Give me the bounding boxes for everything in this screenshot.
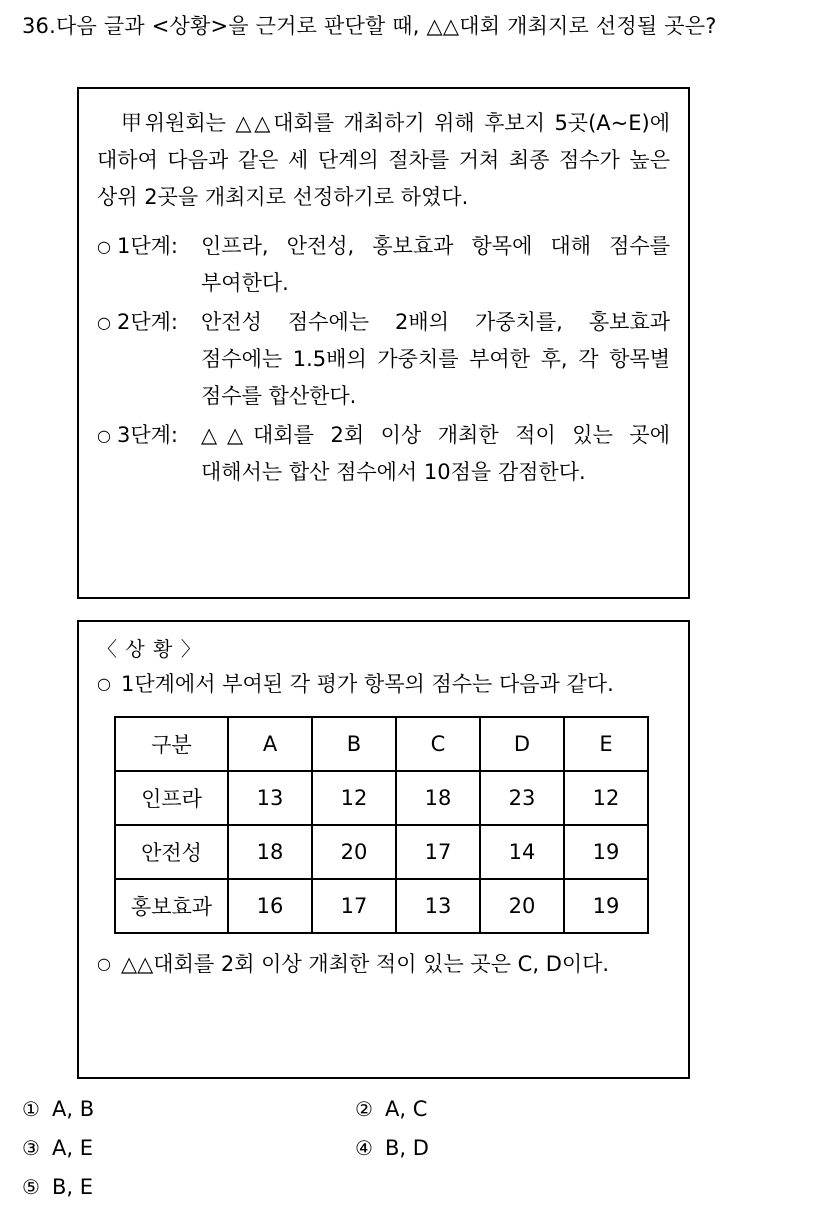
- situation-title: 〈 상 황 〉: [97, 637, 202, 661]
- step-body: 인프라, 안전성, 홍보효과 항목에 대해 점수를 부여한다.: [201, 234, 670, 295]
- choice-option-3[interactable]: [22, 1133, 355, 1163]
- score-table: [114, 716, 649, 934]
- situation-item-1-text: 1단계에서 부여된 각 평가 항목의 점수는 다음과 같다.: [121, 672, 614, 696]
- table-header-cell: B: [312, 717, 396, 771]
- circle-bullet-icon: ○: [97, 313, 111, 332]
- question-number: 36.: [22, 14, 56, 38]
- choice-number-icon: ④: [355, 1136, 373, 1160]
- passage-step-item: [97, 417, 670, 491]
- step-label: 2단계:: [117, 310, 179, 334]
- table-cell: 13: [228, 771, 312, 825]
- choice-label: A, C: [385, 1097, 428, 1121]
- choice-row: [22, 1172, 722, 1211]
- circle-bullet-icon: ○: [97, 954, 111, 973]
- table-cell: 12: [312, 771, 396, 825]
- table-cell: 12: [564, 771, 648, 825]
- table-header-cell: 구분: [115, 717, 228, 771]
- step-label: 3단계:: [117, 423, 179, 447]
- row-label: 홍보효과: [115, 879, 228, 933]
- circle-bullet-icon: ○: [97, 674, 111, 693]
- choice-option-1[interactable]: [22, 1094, 355, 1124]
- circle-bullet-icon: ○: [97, 237, 111, 256]
- question-text: 다음 글과 <상황>을 근거로 판단할 때, △△대회 개최지로 선정될 곳은?: [56, 14, 717, 38]
- choice-option-2[interactable]: [355, 1094, 427, 1124]
- choice-label: B, D: [385, 1136, 429, 1160]
- choice-number-icon: ⑤: [22, 1175, 40, 1199]
- situation-box: [77, 620, 690, 1079]
- table-row: [115, 879, 648, 933]
- table-header-cell: C: [396, 717, 480, 771]
- situation-item-1: [97, 666, 670, 702]
- choice-option-4[interactable]: [355, 1133, 429, 1163]
- choice-label: A, B: [52, 1097, 95, 1121]
- passage-step-item: [97, 228, 670, 302]
- row-label: 안전성: [115, 825, 228, 879]
- circle-bullet-icon: ○: [97, 426, 111, 445]
- choice-row: [22, 1094, 722, 1133]
- passage-step-item: [97, 304, 670, 415]
- table-cell: 20: [480, 879, 564, 933]
- step-label: 1단계:: [117, 234, 179, 258]
- choice-label: B, E: [52, 1175, 94, 1199]
- table-row: [115, 771, 648, 825]
- situation-item-2: [97, 946, 670, 982]
- step-body: △△대회를 2회 이상 개최한 적이 있는 곳에 대해서는 합산 점수에서 10점을 감점한다.: [201, 423, 670, 484]
- answer-choices: [22, 1094, 722, 1211]
- table-cell: 23: [480, 771, 564, 825]
- table-header-cell: A: [228, 717, 312, 771]
- choice-number-icon: ③: [22, 1136, 40, 1160]
- table-header-row: [115, 717, 648, 771]
- table-cell: 17: [312, 879, 396, 933]
- choice-row: [22, 1133, 722, 1172]
- table-cell: 13: [396, 879, 480, 933]
- table-cell: 18: [396, 771, 480, 825]
- table-cell: 19: [564, 879, 648, 933]
- table-cell: 19: [564, 825, 648, 879]
- passage-steps-list: [97, 228, 670, 491]
- table-row: [115, 825, 648, 879]
- choice-option-5[interactable]: [22, 1172, 355, 1202]
- choice-number-icon: ②: [355, 1097, 373, 1121]
- table-cell: 20: [312, 825, 396, 879]
- table-header-cell: E: [564, 717, 648, 771]
- choice-number-icon: ①: [22, 1097, 40, 1121]
- table-cell: 18: [228, 825, 312, 879]
- passage-intro-paragraph: 甲위원회는 △△대회를 개최하기 위해 후보지 5곳(A~E)에 대하여 다음과 같은 세 단계의 절차를 거쳐 최종 점수가 높은 상위 2곳을 개최지로 선정하기로 하였다.: [97, 111, 670, 209]
- table-header-cell: D: [480, 717, 564, 771]
- table-cell: 16: [228, 879, 312, 933]
- step-body: 안전성 점수에는 2배의 가중치를, 홍보효과 점수에는 1.5배의 가중치를 부여한 후, 각 항목별 점수를 합산한다.: [201, 310, 670, 408]
- passage-box: [77, 87, 690, 599]
- table-cell: 14: [480, 825, 564, 879]
- table-cell: 17: [396, 825, 480, 879]
- choice-label: A, E: [52, 1136, 93, 1160]
- situation-item-2-text: △△대회를 2회 이상 개최한 적이 있는 곳은 C, D이다.: [121, 952, 610, 976]
- question-stem: [22, 10, 812, 42]
- row-label: 인프라: [115, 771, 228, 825]
